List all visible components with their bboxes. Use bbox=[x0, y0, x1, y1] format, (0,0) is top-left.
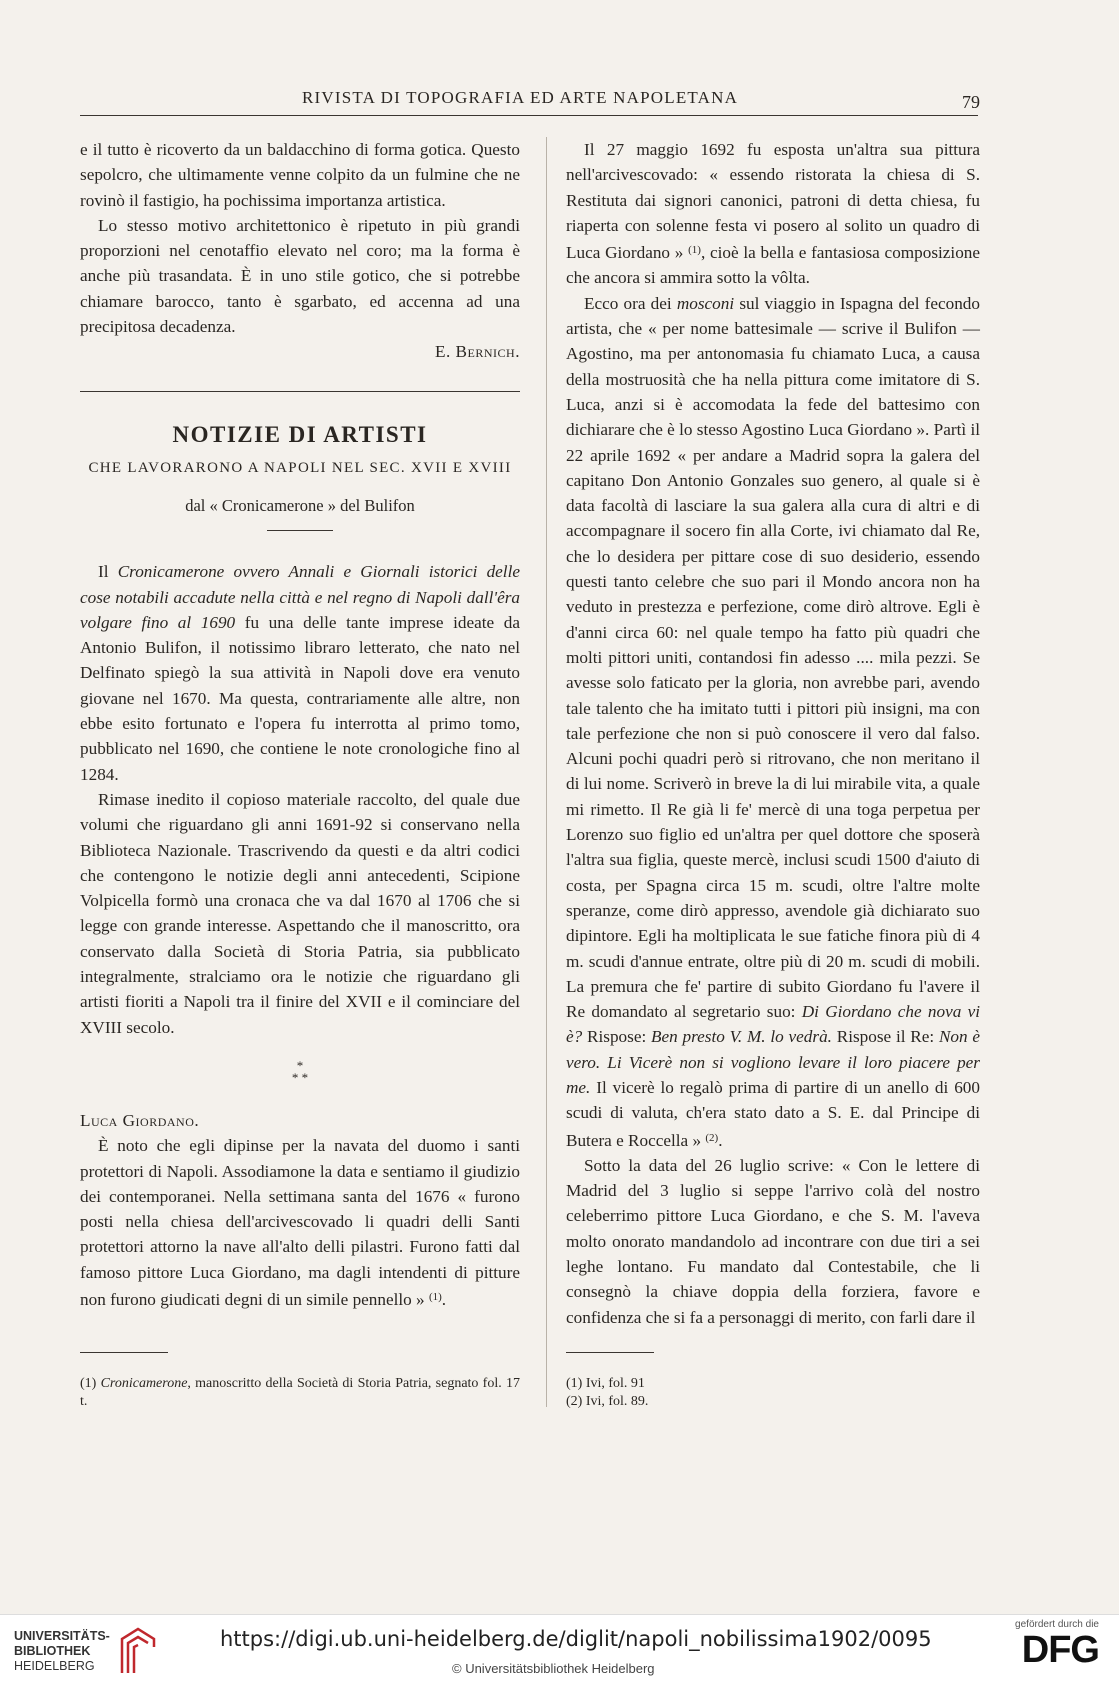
footnotes-right bbox=[566, 1352, 866, 1411]
footnote-ref[interactable]: (1) bbox=[428, 1290, 442, 1303]
paragraph: Lo stesso motivo architettonico è ripetuto in più grandi proporzioni nel cenotaffio elevato nel coro; ma la forma è anche più trasandata. È in uno stile gotico, che si potrebbe chiamare barocco, tanto è sgarbato, ed accenna ad una precipitosa decadenza. bbox=[80, 215, 520, 337]
footnote: (1) Cronicamerone, manoscritto della Società di Storia Patria, segnato fol. 17 t. bbox=[80, 1376, 520, 1409]
paragraph: Il 27 maggio 1692 fu esposta un'altra sua pittura nell'arcivescovado: « essendo ristorata la chiesa di S. Restituta dai signori canonici, patroni di detta chiesa, fu riaperta con solenne festa vi posero al solito un quadro di Luca Giordano » $^{(1)}$, cioè la bella e fantasiosa composizione che ancora si ammira sotto la vôlta. bbox=[566, 140, 981, 288]
footnote-ref[interactable]: (1) bbox=[688, 244, 701, 257]
short-divider bbox=[267, 530, 333, 531]
article-source: dal « Cronicamerone » del Bulifon bbox=[185, 495, 415, 515]
paragraph: Il Cronicamerone ovvero Annali e Giornali istorici delle cose notabili accadute nella città e nel regno di Napoli dall'êra volgare fino al 1690 fu una delle tante imprese ideate da Antonio Bulifon, il notissimo libraro letterato, che nato nel Delfinato spiegò la sua attività in Napoli dove era venuto giovane nel 1670. Ma questa, contrariamente alle altre, non ebbe esito fortunato e l'opera fu interrotta al primo tomo, pubblicato nel 1690, che contiene le note cronologiche fino al 1284. bbox=[80, 562, 520, 784]
footnote-ref[interactable]: (2) bbox=[705, 1131, 719, 1144]
running-title: RIVISTA DI TOPOGRAFIA ED ARTE NAPOLETANA bbox=[302, 88, 739, 107]
paragraph: Sotto la data del 26 luglio scrive: « Con le lettere di Madrid del 3 luglio si seppe l'arrivo colà del nostro celeberrimo pittore Luca Giordano, e che S. M. l'aveva molto onorato mandandolo ad incontrare con due tiri a sei leghe lontano. Fu mandato dal Contestabile, che li consegnò la chiave doppia della forziera, favore e confidenza che si fa a personaggi di merito, con farli dare il bbox=[566, 1155, 980, 1327]
page-number: 79 bbox=[962, 92, 980, 112]
asterism: * * * bbox=[291, 1057, 309, 1085]
paragraph: È noto che egli dipinse per la navata del duomo i santi protettori di Napoli. Assodiamone la data e sentiamo il giudizio dei contemporanei. Nella settimana santa del 1676 « furono posti nella chiesa dell'arcivescovado li quadri delli Santi protettori attorno la nave all'alto delli pilastri. Furono fatti dal famoso pittore Luca Giordano, ma dagli intendenti di pitture non furono giudicati degni di un simile pennello » $^{(1)}$. bbox=[80, 1136, 520, 1309]
viewer-footer bbox=[0, 1614, 1119, 1690]
library-logo[interactable]: UNIVERSITÄTS- BIBLIOTHEK HEIDELBERG bbox=[14, 1625, 158, 1677]
article-subtitle: CHE LAVORARONO A NAPOLI NEL SEC. XVII E XVIII bbox=[88, 459, 512, 476]
article-title: NOTIZIE DI ARTISTI bbox=[172, 421, 428, 447]
header-rule bbox=[80, 115, 978, 116]
paragraph: e il tutto è ricoverto da un baldacchino di forma gotica. Questo sepolcro, che ultimamente venne colpito da un fulmine che ne rovinò il fastigio, ha pochissima importanza artistica. bbox=[80, 140, 520, 210]
copyright-notice: © Universitätsbibliothek Heidelberg bbox=[452, 1661, 655, 1676]
footnote-rule bbox=[80, 1352, 168, 1353]
right-column bbox=[566, 137, 980, 1330]
library-emblem-icon bbox=[118, 1625, 158, 1677]
left-column bbox=[80, 137, 520, 1312]
paragraph: Ecco ora dei mosconi sul viaggio in Ispagna del fecondo artista, che « per nome battesimale — scrive il Bulifon — Agostino, ma per antonomasia fu chiamato Luca, a causa della mostruosità che ha nella pittura come imitatore di S. Luca, anzi si è accomodata la fede del battesimo con dichiarare che è lo stesso Agostino Luca Giordano ». Partì il 22 aprile 1692 « per andare a Madrid sopra la galera del capitano Don Antonio Gonzales suo genero, al quale si è data facoltà di lasciare la sua galera alla cura di altri e di accompagnare il socero fin alla Corte, ivi chiamato dal Re, che lo desidera per pittare cose di suo desiderio, essendo questi tanto celebre che suo pari il Mondo ancora non ha veduto in prestezza e perfezione, come dirò altrove. Egli è d'anni circa 60: nel quale tempo ha fatto più quadri che molti pittori uniti, contandosi fin adesso .... mila pezzi. Se avesse solo faticato per la gloria, non avrebbe pari, avendo tale talento che ha imitato tutti i pittori più insigni, ma con tale perfezione che non si può conoscere il vero dal falso. Alcuni pochi quadri però si ritrovano, che non meritano il di lui nome. Scriverò in breve la di lui mirabile vita, a quale mi rimetto. Il Re già li fe' mercè di una toga perpetua per Lorenzo suo figlio ed un'altra per quel dottore che sposerà l'altra sua figlia, queste mercè, inclusi scudi 1500 d'aiuto di costa, per Spagna circa 15 m. scudi, oltre l'altre molte speranze, come dirò appresso, avendole già dichiarato suo dipintore. Egli ha moltiplicata le sue fatiche finora più di 4 m. scudi d'annue entrate, oltre più di 20 m. scudi di mobili. La premura che fe' partire di subito Giordano fu l'avere il Re domandato al segretario suo: Di Giordano che nova vi è? Rispose: Ben presto V. M. lo vedrà. Rispose il Re: Non è vero. Li Vicerè non si vogliono levare il loro piacere per me. Il vicerè lo regalò prima di partire di un anello di 600 scudi di valuta, ch'era stato dato a S. E. dal Principe di Butera e Roccella » $^{(2)}$. bbox=[566, 293, 981, 1150]
book-title: Cronicamerone ovvero Annali e Giornali istorici delle cose notabili accadute nella città e nel regno di Napoli dall'êra volgare fino al 1690 bbox=[80, 562, 520, 632]
paragraph: Rimase inedito il copioso materiale raccolto, del quale due volumi che riguardano gli anni 1691-92 si conservano nella Biblioteca Nazionale. Trascrivendo da questi e da altri codici che contengono le notizie degli anni antecedenti, Scipione Volpicella formò una cronaca che va dal 1670 al 1706 che si legge con grande interesse. Aspettando che il manoscritto, ora conservato dalla Società di Storia Patria, sia pubblicato integralmente, stralciamo ora le notizie che riguardano gli artisti fioriti a Napoli tra il finire del XVII e il cominciare del XVIII secolo. bbox=[80, 789, 520, 1037]
footnote: (1) Ivi, fol. 91 bbox=[566, 1376, 645, 1391]
section-heading: Luca Giordano. bbox=[80, 1110, 200, 1130]
footnote: (2) Ivi, fol. 89. bbox=[566, 1394, 649, 1409]
permalink-url[interactable]: https://digi.ub.uni-heidelberg.de/diglit/napoli_nobilissima1902/0095 bbox=[220, 1627, 932, 1651]
article-divider bbox=[80, 391, 520, 392]
author-signature: E. Bernich. bbox=[434, 342, 520, 362]
footnotes-left bbox=[80, 1352, 520, 1411]
column-divider bbox=[546, 137, 547, 1407]
dfg-logo[interactable]: gefördert durch die DFG bbox=[1015, 1619, 1099, 1671]
footnote-rule bbox=[566, 1352, 654, 1353]
